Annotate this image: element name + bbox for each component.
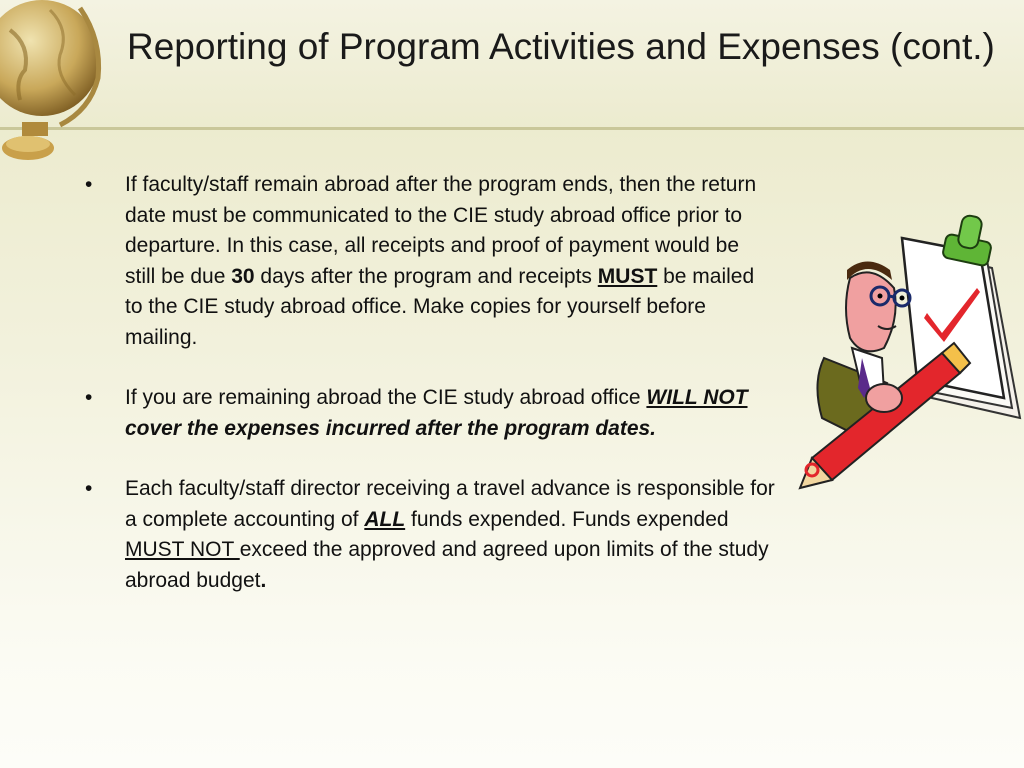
bullet-text: If you are remaining abroad the CIE study abroad office [125,386,647,409]
bullet-marker: • [85,477,93,500]
hand [866,384,902,412]
bullet-emphasis: MUST [597,264,658,288]
list-item [85,474,775,596]
bullet-emphasis: WILL NOT [646,386,748,409]
bullet-emphasis: 30 [231,264,255,288]
clip-icon [942,214,992,266]
bullet-list [85,170,775,626]
bullet-emphasis: cover the expenses incurred after the program dates. [125,416,657,440]
title-divider [0,127,1024,130]
bullet-text: be mailed to the CIE study abroad office. Make copies for yourself before mailing. [125,264,755,349]
bullet-text: Each faculty/staff director receiving a travel advance is responsible for a complete accounting of [125,477,775,531]
bullet-text: exceed the approved and agreed upon limits of the study abroad budget [125,538,769,592]
bullet-marker: • [85,386,93,409]
list-item [85,170,775,353]
bullet-emphasis: ALL [364,507,406,531]
bullet-text: days after the program and receipts [254,264,598,288]
bullet-text: funds expended. Funds expended [405,507,729,531]
teacher-clipboard-icon [792,208,1024,498]
bullet-text: . [260,568,267,592]
globe-icon [0,0,110,170]
list-item [85,383,775,444]
bullet-marker: • [85,173,93,196]
bullet-text: If faculty/staff remain abroad after the program ends, then the return date must be communicated to the CIE study abroad office prior to departure. In this case, all receipts and proof of payment would be still be due [125,173,757,288]
slide-title: Reporting of Program Activities and Expenses (cont.) [127,26,995,67]
bullet-emphasis: MUST NOT [125,538,240,561]
